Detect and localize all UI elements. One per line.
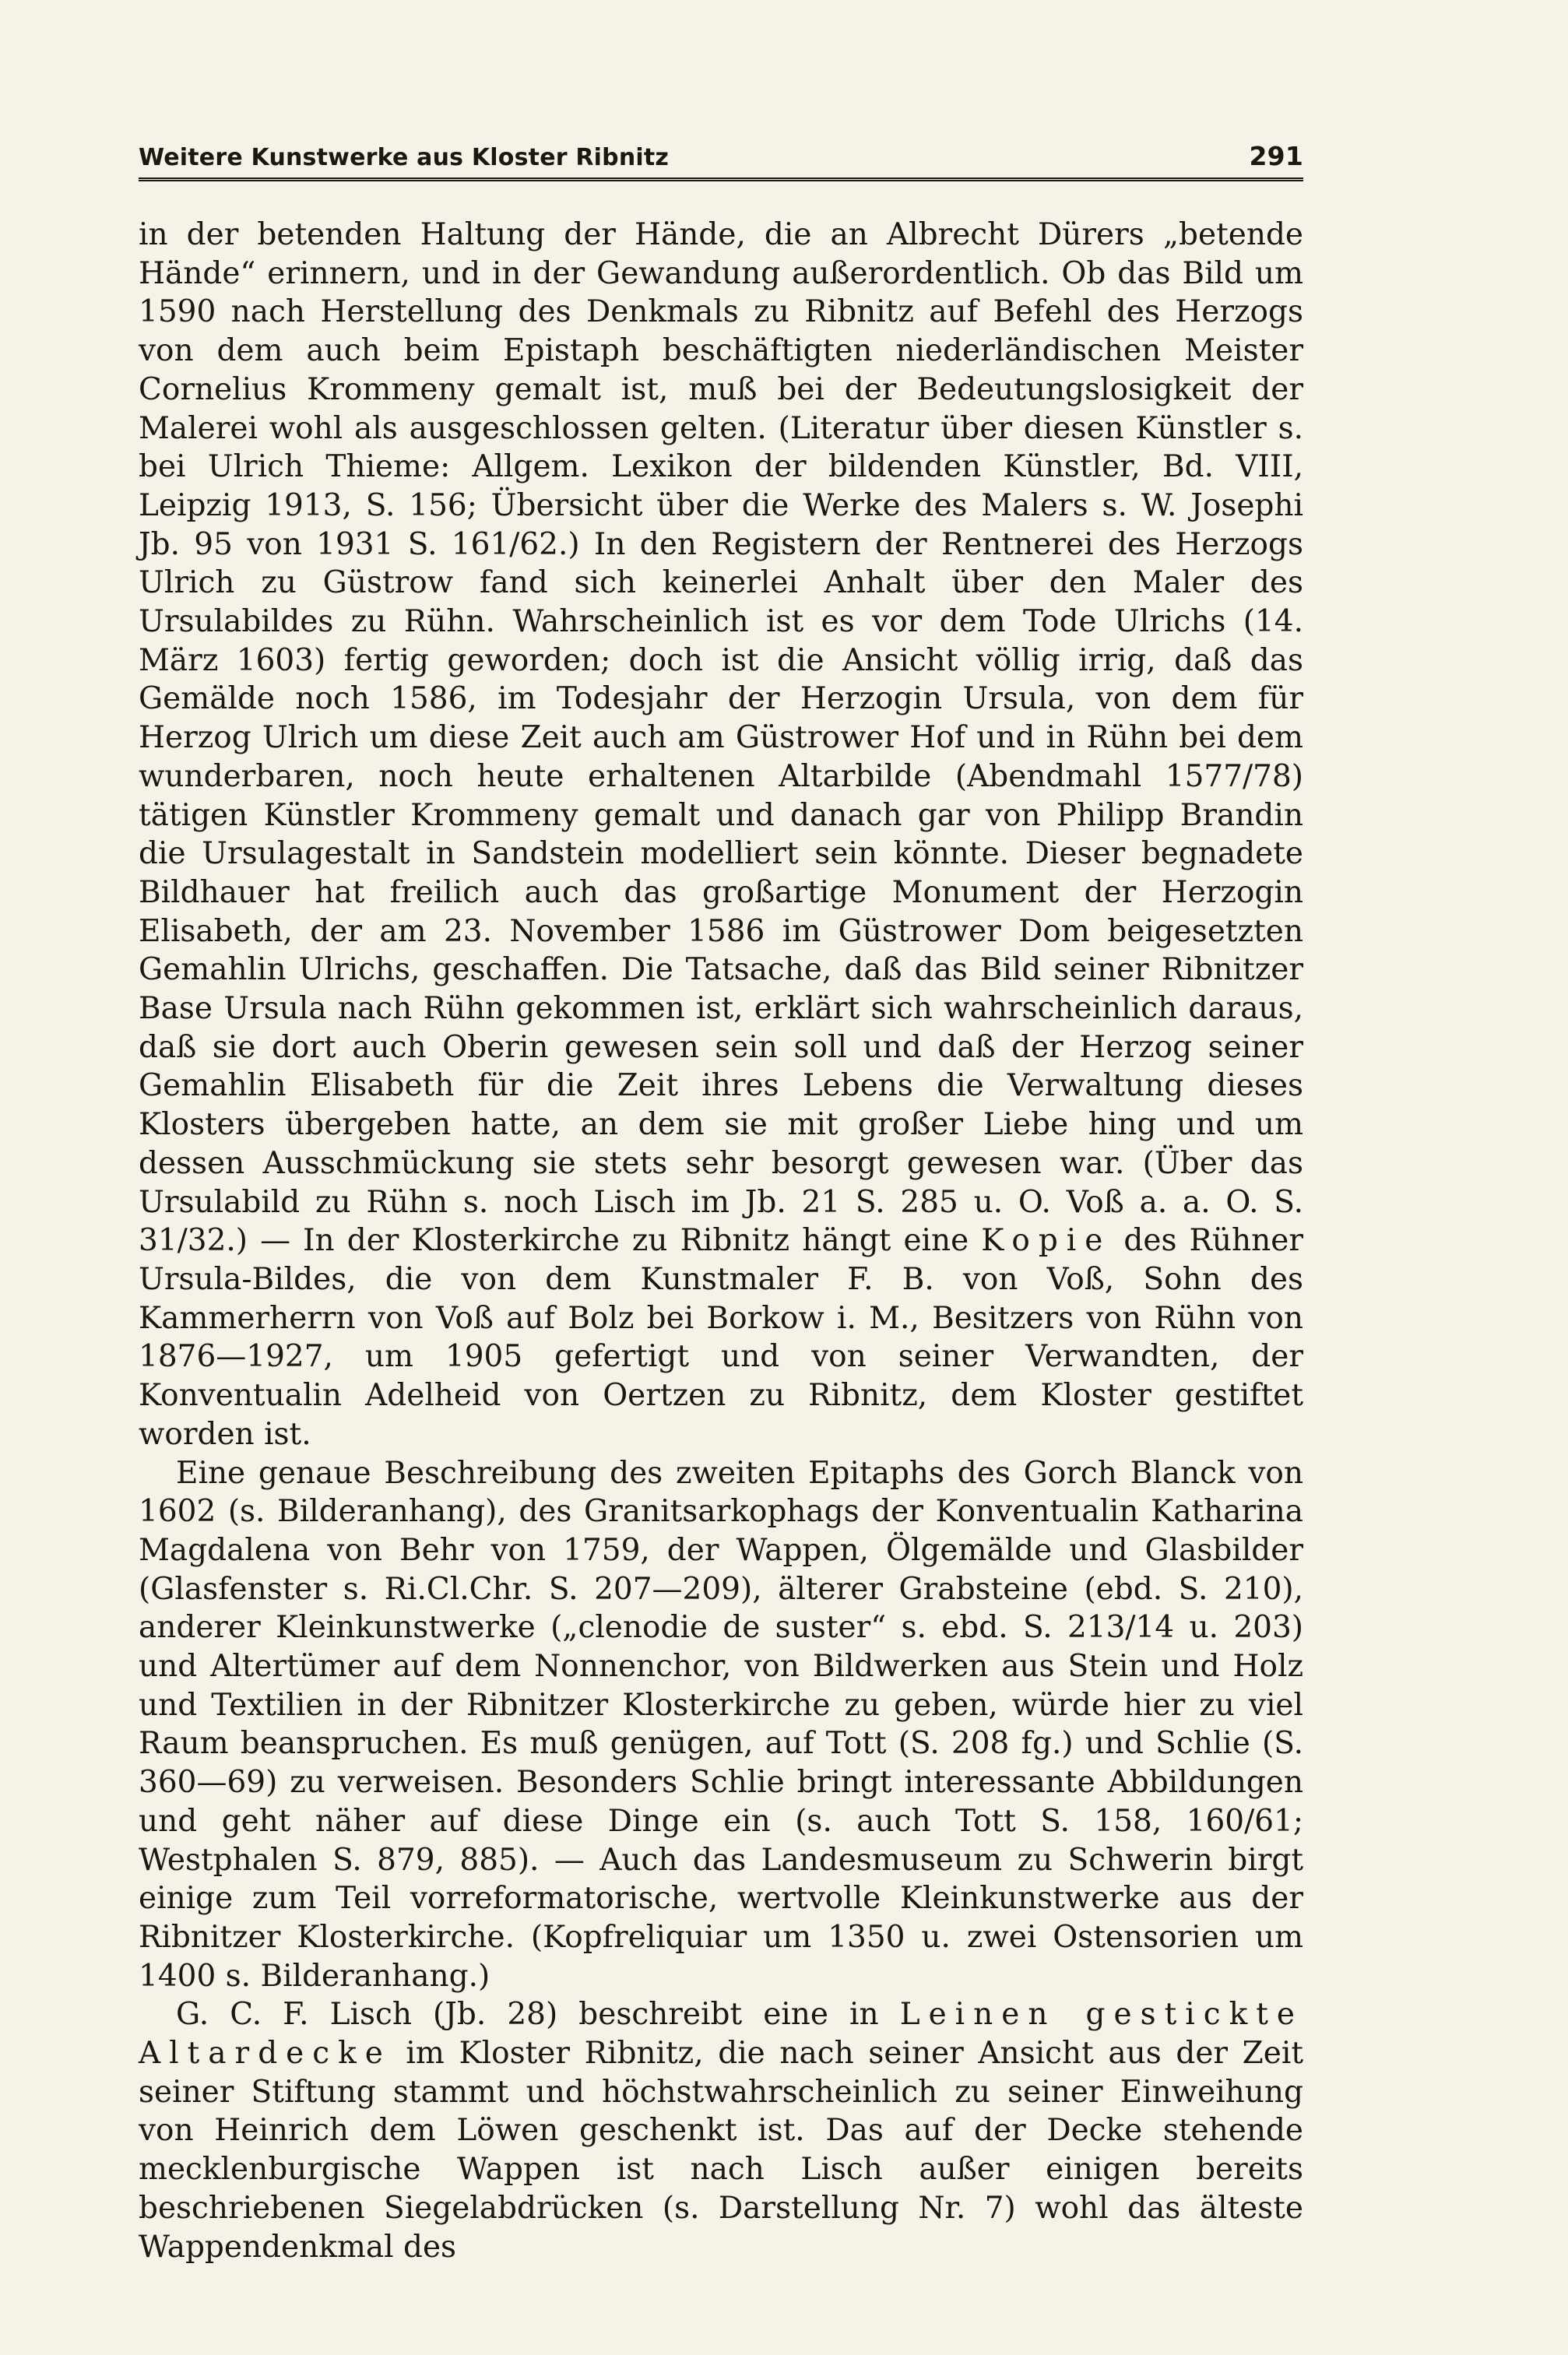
paragraph-1-text-after-emphasis: des Rühner Ursula-Bildes, die von dem Kunstmaler F. B. von Voß, Sohn des Kammerherrn von Voß auf Bolz bei Borkow i. M., Besitzers von Rühn von 1876—1927, um 1905 gefertigt und von seiner Verwandten, der Konventualin Adelheid von Oertzen zu Ribnitz, dem Kloster gestiftet worden ist. bbox=[139, 1223, 1303, 1452]
paragraph-3-text-after-emphasis: im Kloster Ribnitz, die nach seiner Ansicht aus der Zeit seiner Stiftung stammt und höchstwahrscheinlich zu seiner Einweihung von Heinrich dem Löwen geschenkt ist. Das auf der Decke stehende mecklenburgische Wappen ist nach Lisch außer einigen bereits beschriebenen Siegelabdrücken (s. Darstellung Nr. 7) wohl das älteste Wappendenkmal des bbox=[139, 2036, 1303, 2265]
spaced-emphasis-leinen-gestickte: Leinen gestickte bbox=[899, 1997, 1303, 2033]
paragraph-2: Eine genaue Beschreibung des zweiten Epitaphs des Gorch Blanck von 1602 (s. Bilderanhang), des Granitsarkophags der Konventualin Katharina Magdalena von Behr von 1759, der Wappen, Ölgemälde und Glasbilder (Glasfenster s. Ri.Cl.Chr. S. 207—209), älterer Grabsteine (ebd. S. 210), anderer Kleinkunstwerke („clenodie de suster“ s. ebd. S. 213/14 u. 203) und Altertümer auf dem Nonnenchor, von Bildwerken aus Stein und Holz und Textilien in der Ribnitzer Klosterkirche zu geben, würde hier zu viel Raum beanspruchen. Es muß genügen, auf Tott (S. 208 fg.) und Schlie (S. 360—69) zu verweisen. Besonders Schlie bringt interessante Abbildungen und geht näher auf diese Dinge ein (s. auch Tott S. 158, 160/61; Westphalen S. 879, 885). — Auch das Landesmuseum zu Schwerin birgt einige zum Teil vorreformatorische, wertvolle Kleinkunstwerke aus der Ribnitzer Klosterkirche. (Kopfreliquiar um 1350 u. zwei Ostensorien um 1400 s. Bilderanhang.) bbox=[139, 1455, 1303, 1994]
running-title: Weitere Kunstwerke aus Kloster Ribnitz bbox=[139, 144, 670, 171]
scanned-book-page bbox=[139, 132, 1303, 2328]
paragraph-3 bbox=[139, 1995, 1303, 2266]
paragraph-3-text-before-emphasis: G. C. F. Lisch (Jb. 28) beschreibt eine in bbox=[176, 1997, 900, 2033]
body-text bbox=[139, 216, 1303, 2266]
paragraph-1-text: in der betenden Haltung der Hände, die an Albrecht Dürers „betende Hände“ erinnern, und in der Gewandung außerordentlich. Ob das Bild um 1590 nach Herstellung des Denkmals zu Ribnitz auf Befehl des Herzogs von dem auch beim Epistaph beschäftigten niederländischen Meister Cornelius Krommeny gemalt ist, muß bei der Bedeutungslosigkeit der Malerei wohl als ausgeschlossen gelten. (Literatur über diesen Künstler s. bei Ulrich Thieme: Allgem. Lexikon der bildenden Künstler, Bd. VIII, Leipzig 1913, S. 156; Übersicht über die Werke des Malers s. W. Josephi Jb. 95 von 1931 S. 161/62.) In den Registern der Rentnerei des Herzogs Ulrich zu Güstrow fand sich keinerlei Anhalt über den Maler des Ursulabildes zu Rühn. Wahrscheinlich ist es vor dem Tode Ulrichs (14. März 1603) fertig geworden; doch ist die Ansicht völlig irrig, daß das Gemälde noch 1586, im Todesjahr der Herzogin Ursula, von dem für Herzog Ulrich um diese Zeit auch am Güstrower Hof und in Rühn bei dem wunderbaren, noch heute erhaltenen Altarbilde (Abendmahl 1577/78) tätigen Künstler Krommeny gemalt und danach gar von Philipp Brandin die Ursulagestalt in Sandstein modelliert sein könnte. Dieser begnadete Bildhauer hat freilich auch das großartige Monument der Herzogin Elisabeth, der am 23. November 1586 im Güstrower Dom beigesetzten Gemahlin Ulrichs, geschaffen. Die Tatsache, daß das Bild seiner Ribnitzer Base Ursula nach Rühn gekommen ist, erklärt sich wahrscheinlich daraus, daß sie dort auch Oberin gewesen sein soll und daß der Herzog seiner Gemahlin Elisabeth für die Zeit ihres Lebens die Verwaltung dieses Klosters übergeben hatte, an dem sie mit großer Liebe hing und um dessen Ausschmückung sie stets sehr besorgt gewesen war. (Über das Ursulabild zu Rühn s. noch Lisch im Jb. 21 S. 285 u. O. Voß a. a. O. S. 31/32.) — In der Klosterkirche zu Ribnitz hängt eine bbox=[139, 217, 1303, 1259]
page-number: 291 bbox=[1249, 141, 1303, 171]
paragraph-1 bbox=[139, 216, 1303, 1454]
running-header bbox=[139, 132, 1303, 181]
spaced-emphasis-altardecke: Altardecke bbox=[139, 2036, 392, 2072]
spaced-emphasis-kopie: Kopie bbox=[981, 1223, 1112, 1259]
